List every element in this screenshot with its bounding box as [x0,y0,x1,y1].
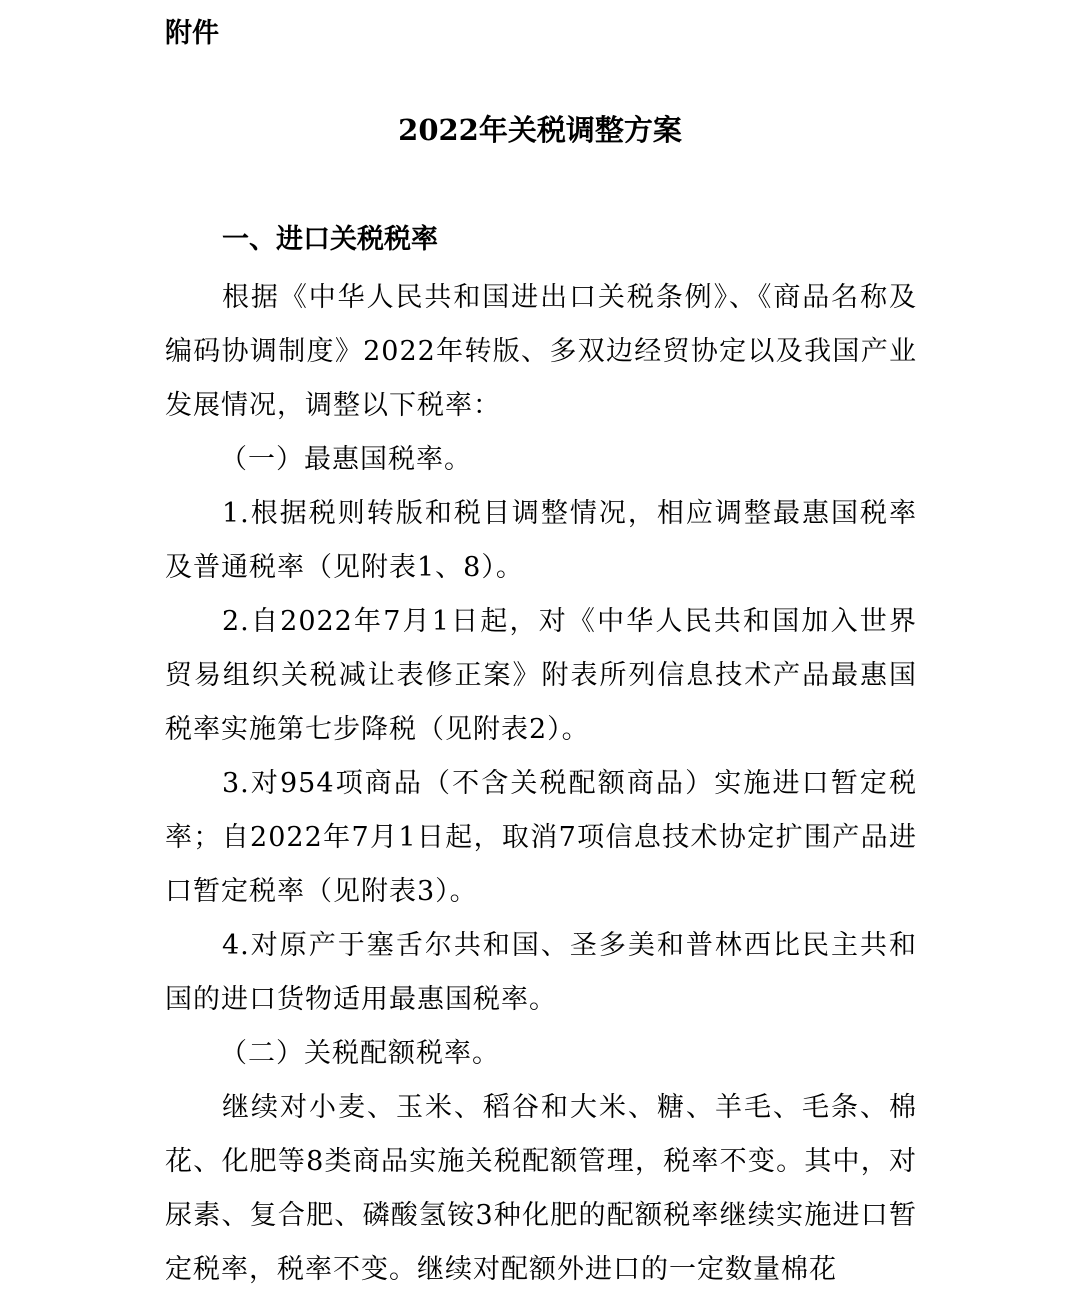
quota-paragraph: 继续对小麦、玉米、稻谷和大米、糖、羊毛、毛条、棉花、化肥等8类商品实施关税配额管理，税率不变。其中，对尿素、复合肥、磷酸氢铵3种化肥的配额税率继续实施进口暂定税率，税率不变。继续对配额外进口的一定数量棉花 [165,1092,917,1285]
section-heading: 一、进口关税税率 [222,224,438,255]
document-title: 2022年关税调整方案 [398,113,682,147]
subsection-heading-quota: （二）关税配额税率。 [220,1038,500,1069]
list-item: 4.对原产于塞舌尔共和国、圣多美和普林西比民主共和国的进口货物适用最惠国税率。 [165,930,917,1015]
list-item: 2.自2022年7月1日起，对《中华人民共和国加入世界贸易组织关税减让表修正案》附表所列信息技术产品最惠国税率实施第七步降税（见附表2）。 [165,606,917,745]
list-item: 3.对954项商品（不含关税配额商品）实施进口暂定税率；自2022年7月1日起，取消7项信息技术协定扩围产品进口暂定税率（见附表3）。 [165,768,917,907]
intro-paragraph: 根据《中华人民共和国进出口关税条例》、《商品名称及编码协调制度》2022年转版、多双边经贸协定以及我国产业发展情况，调整以下税率： [165,282,917,421]
attachment-label: 附件 [165,18,219,49]
document-body [165,271,917,1297]
subsection-heading-mfn: （一）最惠国税率。 [220,444,472,475]
list-item: 1.根据税则转版和税目调整情况，相应调整最惠国税率及普通税率（见附表1、8）。 [165,498,917,583]
